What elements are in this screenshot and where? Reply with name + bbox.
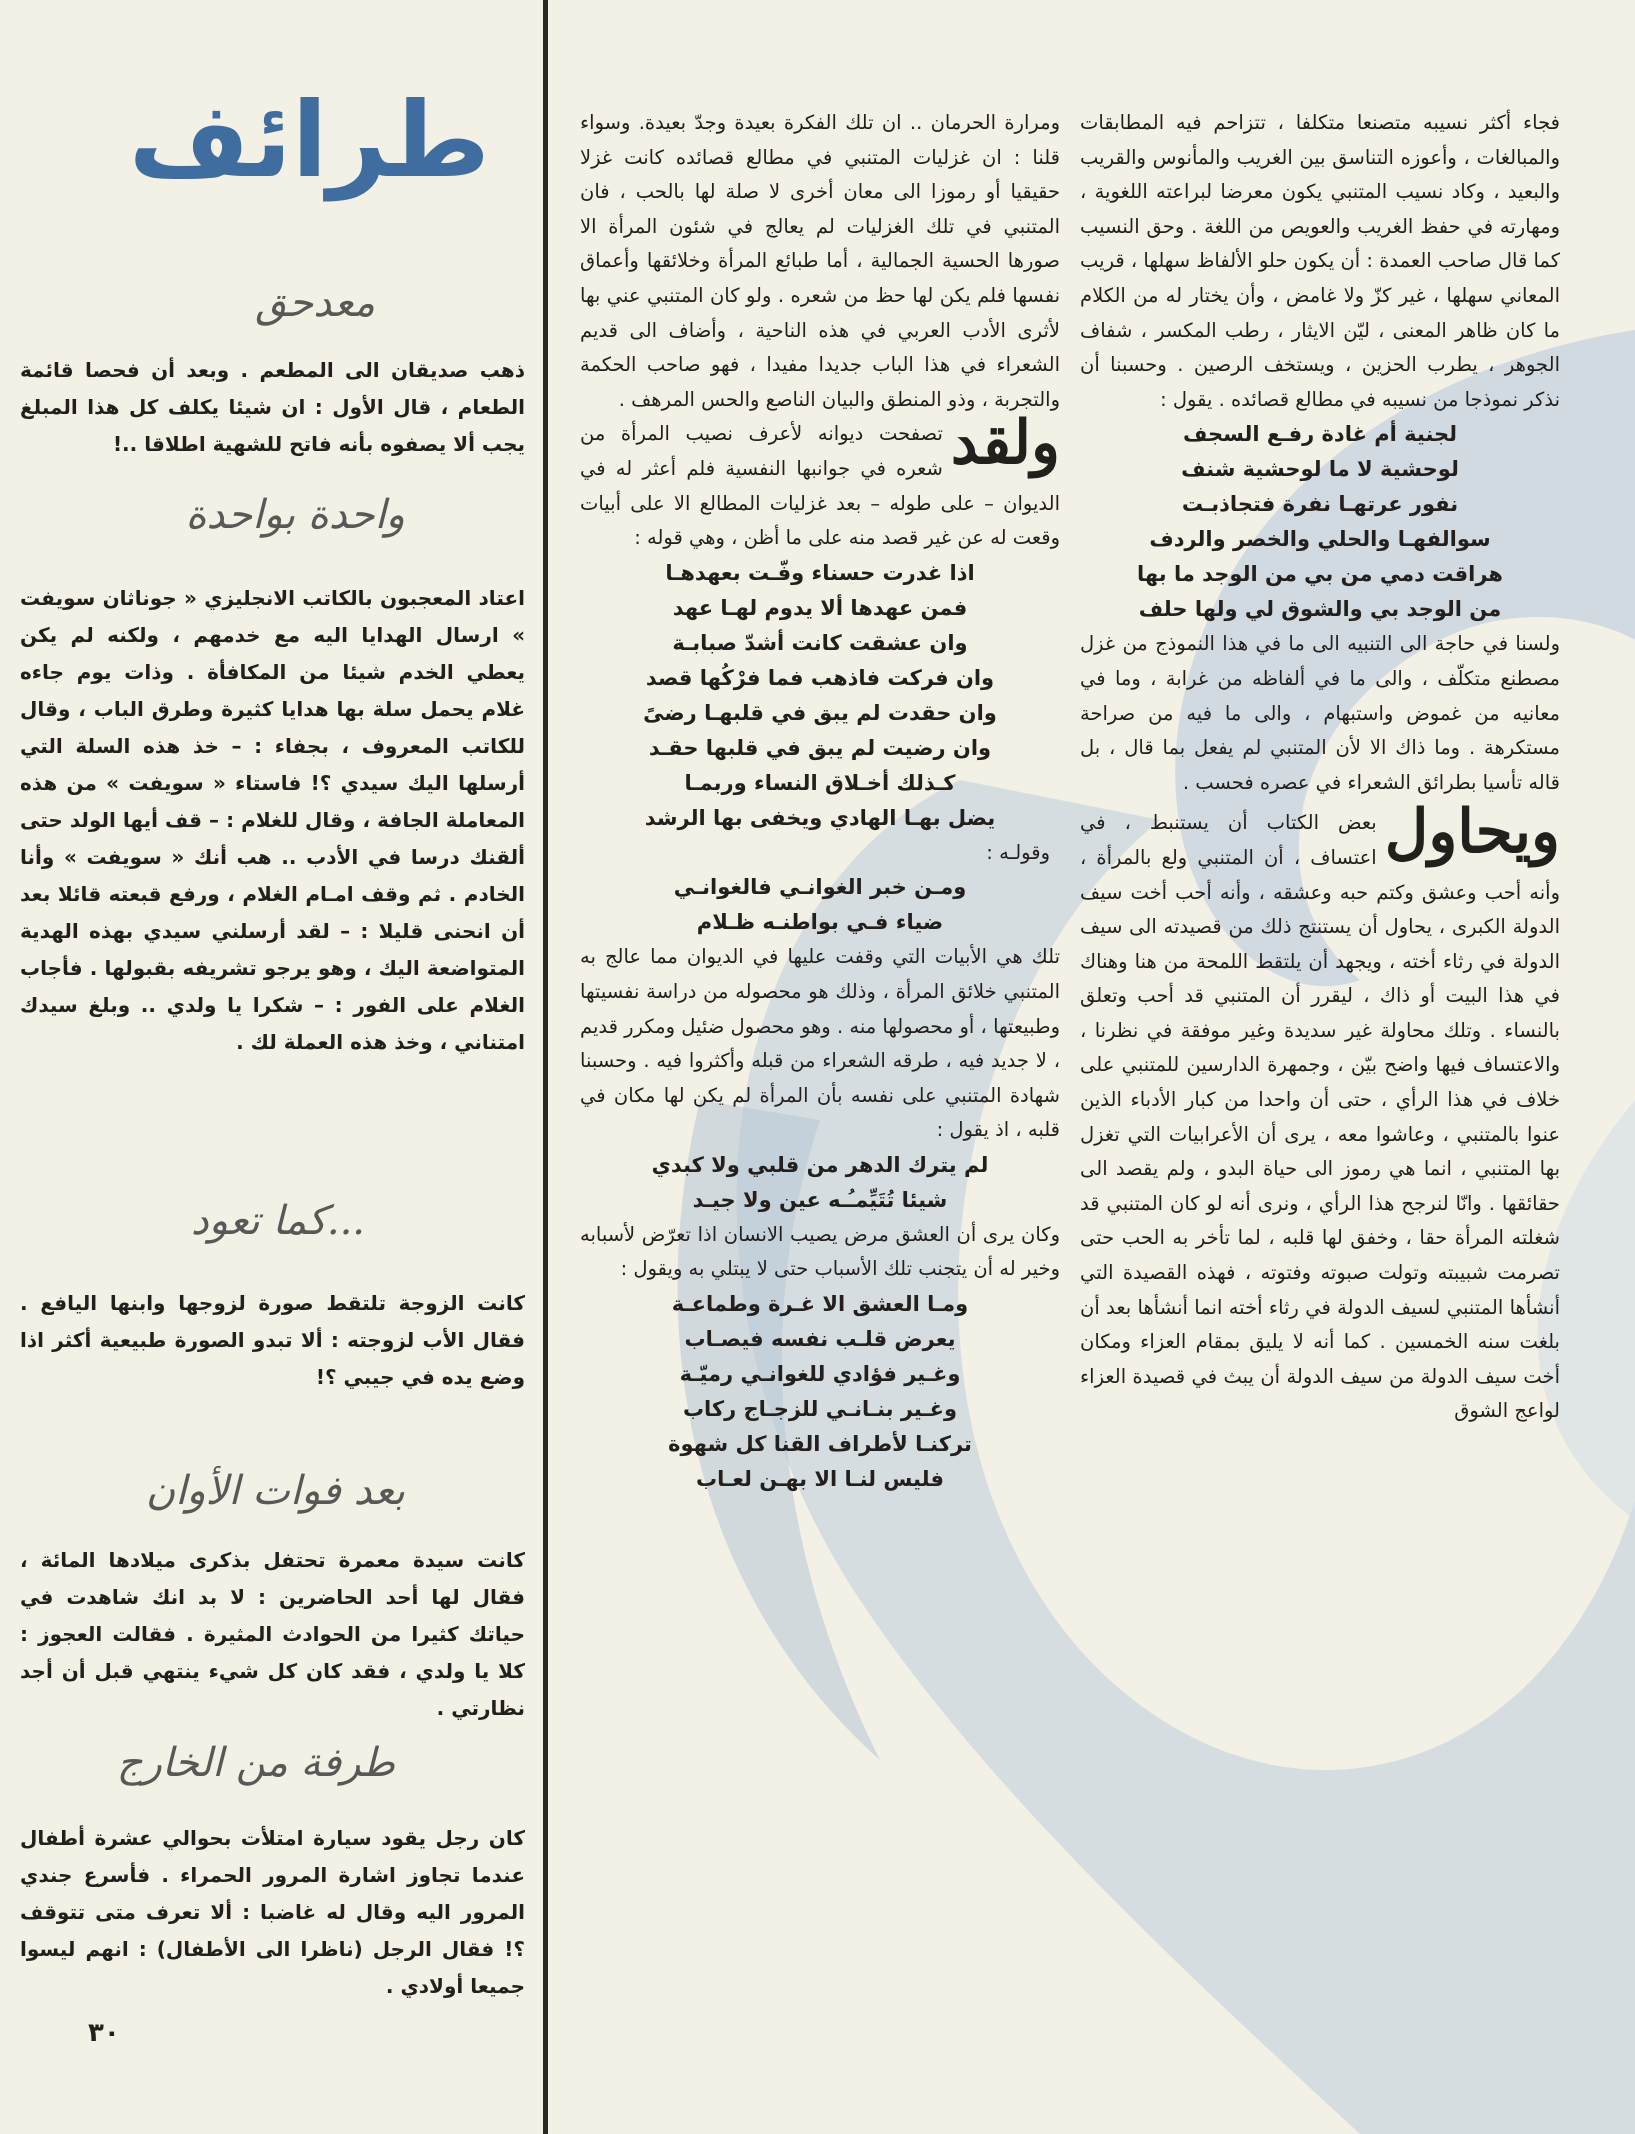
verse-line: يعرض قلـب نفسه فيصـاب bbox=[684, 1327, 956, 1352]
verse-line: وان رضيت لم يبق في قلبها حقـد bbox=[648, 735, 992, 760]
verse-line: كـذلك أخـلاق النساء وربمـا bbox=[684, 770, 956, 795]
masthead-title: طرائف bbox=[128, 79, 490, 201]
sidebar-text: اعتاد المعجبون بالكاتب الانجليزي « جوناثان سويفت » ارسال الهدايا اليه مع خدمهم ، ولكنه لم يكن يعطي الخدم شيئا من المكافأة . وذات يوم جاءه غلام يحمل سلة بها هدايا كثيرة وطرق الباب ، وقال للكاتب المعروف ، بجفاء : – خذ هذه السلة التي أرسلها اليك سيدي ؟! فاستاء « سويفت » من هذه المعاملة الجافة ، وقال للغلام : – قف أيها الولد حتى ألقنك درسا في الأدب .. هب أنك « سويفت » وأنا الخادم . ثم وقف امـام الغلام ، ورفع قبعته قائلا بعد أن انحنى قليلا : – لقد أرسلني سيدي بهذه الهدية المتواضعة اليك ، وهو يرجو تشريفه بقبولها . فأجاب الغلام على الفور : – شكرا يا ولدي .. وبلغ سيدك امتناني ، وخذ هذه العملة لك . bbox=[20, 586, 525, 1054]
sidebar-heading: واحدة بواحدة bbox=[185, 492, 405, 538]
paragraph: ومرارة الحرمان .. ان تلك الفكرة بعيدة وجدّ بعيدة. وسواء قلنا : ان غزليات المتنبي في مطالع قصائده كانت غزلا حقيقيا أو رموزا الى معان أخرى لا صلة لها بالحب ، فان المتنبي في تلك الغزليات لم يعالج في شئون المرأة الا صورها الحسية الجمالية ، أما طبائع المرأة وخلائقها وأعماق نفسها فلم يكن لها حظ من شعره . ولو كان المتنبي عني بها لأثرى الأدب العربي في هذه الناحية ، وأضاف الى قديم الشعراء في هذا الباب جديدا مفيدا ، فهو صاحب الحكمة والتجربة ، وذو المنطق والبيان الناصع والحس المرهف . bbox=[580, 111, 1060, 411]
verse-line: فليس لنـا الا بهـن لعـاب bbox=[696, 1467, 944, 1492]
verse-line: لجنية أم غادة رفـع السجف bbox=[1182, 422, 1458, 447]
drop-cap: ولقد bbox=[950, 408, 1060, 479]
verse-line: وان حقدت لم يبق في قلبهـا رضىً bbox=[643, 700, 997, 725]
right-column bbox=[1080, 106, 1560, 1429]
verse-line: وان فركت فاذهب فما فرْكُها قصد bbox=[645, 665, 995, 690]
paragraph: وكان يرى أن العشق مرض يصيب الانسان اذا تعرّض لأسبابه وخير له أن يتجنب تلك الأسباب حتى لا يبتلي به ويقول : bbox=[580, 1222, 1060, 1281]
sidebar-text: كانت سيدة معمرة تحتفل بذكرى ميلادها المائة ، فقال لها أحد الحاضرين : لا بد انك شاهدت في حياتك كثيرا من الحوادث المثيرة . فقالت العجوز : كلا يا ولدي ، فقد كان كل شيء ينتهي قبل أن أجد نظارتي . bbox=[20, 1548, 525, 1720]
verse-line: لوحشية لا ما لوحشية شنف bbox=[1181, 457, 1459, 482]
paragraph: بعض الكتاب أن يستنبط ، في اعتساف ، أن المتنبي ولع بالمرأة ، وأنه أحب وعشق وكتم حبه وعشقه ، وأنه أحب أخت سيف الدولة الكبرى ، يحاول أن يستنتج ذلك من قصيدته الى سيف الدولة في رثاء أخته ، ويجهد أن يلتقط اللمحة من هنا وهناك في هذا البيت أو ذاك ، ليقرر أن المتنبي قد أحب وتعلق بالنساء . وتلك محاولة غير سديدة وغير موفقة في نظرنا ، والاعتساف فيها واضح بيّن ، وجمهرة الدارسين للمتنبي على خلاف في هذا الرأي ، حتى أن واحدا من كبار الأدباء الذين عنوا بالمتنبي ، وعاشوا معه ، يرى أن الأعرابيات التي تغزل بها المتنبي ، انما هي رموز الى حياة البدو ، ولم يقصد الى حقائقها . وانّا لنرجح هذا الرأي ، ونرى أنه لو كان المتنبي قد شغلته المرأة حقا ، وخفق لها قلبه ، لما تأخر به الحب حتى تصرمت شبيبته وتولت صبوته وفتوته ، فهذه القصيدة التي أنشأها المتنبي لسيف الدولة في رثاء أخته انما أنشأها بعد أن بلغت سنه الخمسين . كما أنه لا يليق بمقام العزاء ومكان أخت سيف الدولة من سيف الدولة أن يبث في قصيدة العزاء لواعج الشوق bbox=[1080, 811, 1560, 1423]
verse-line: سوالفهـا والحلي والخصر والردف bbox=[1149, 527, 1491, 552]
verse-line: نفور عرتهـا نفرة فتجاذبـت bbox=[1181, 492, 1459, 517]
verse-line: اذا غدرت حسناء وفّـت بعهدهـا bbox=[665, 560, 975, 585]
middle-column bbox=[580, 106, 1060, 1497]
page-number: ٣٠ bbox=[88, 2018, 120, 2048]
sidebar-heading: طرفة من الخارج bbox=[116, 1740, 395, 1786]
verse-line: وغـير فؤادي للغوانـي رميّـة bbox=[679, 1362, 961, 1387]
verse-line: وغـير بنـانـي للزجـاج ركاب bbox=[682, 1397, 958, 1422]
column-divider bbox=[543, 0, 548, 2134]
sidebar-heading: بعد فوات الأوان bbox=[145, 1468, 405, 1514]
verse-line: ومـن خبر الغوانـي فالغوانـي bbox=[673, 875, 967, 900]
drop-cap: ويحاول bbox=[1384, 797, 1560, 868]
verse-line: تركنـا لأطراف القنا كل شهوة bbox=[668, 1432, 972, 1457]
paragraph: ولسنا في حاجة الى التنبيه الى ما في هذا النموذج من غزل مصطنع متكلّف ، والى ما في ألفاظه من غرابة ، وما في معانيه من غموض واستبهام ، والى ما فيه من صراحة مستكرهة . وما ذاك الا لأن المتنبي لم يفعل بما قال ، بل قاله تأسيا بطرائق الشعراء في عصره فحسب . bbox=[1080, 632, 1560, 794]
paragraph: فجاء أكثر نسيبه متصنعا متكلفا ، تتزاحم فيه المطابقات والمبالغات ، وأعوزه التناسق بين الغريب والمأنوس والقريب والبعيد ، وكاد نسيب المتنبي يكون معرضا لبراعته اللغوية ، ومهارته في حفظ الغريب والعويص من اللغة . وحق النسيب كما قال صاحب العمدة : أن يكون حلو الألفاظ سهلها ، قريب المعاني سهلها ، غير كزّ ولا غامض ، وأن يختار له من الكلام ما كان ظاهر المعنى ، ليّن الايثار ، رطب المكسر ، شفاف الجوهر ، يطرب الحزين ، ويستخف الرصين . وحسبنا أن نذكر نموذجا من نسيبه في مطالع قصائده . يقول : bbox=[1080, 111, 1560, 411]
verse-line: ضياء فـي بواطنـه ظـلام bbox=[696, 910, 944, 935]
verse-line: ومـا العشق الا غـرة وطماعـة bbox=[671, 1292, 969, 1317]
verse-line: شيئا تُتَيِّمـُـه عين ولا جيـد bbox=[692, 1187, 948, 1212]
verse-line: فمن عهدها ألا يدوم لهـا عهد bbox=[672, 595, 968, 620]
sidebar-text: كانت الزوجة تلتقط صورة لزوجها وابنها اليافع . فقال الأب لزوجته : ألا تبدو الصورة طبيعية أكثر اذا وضع يده في جيبي ؟! bbox=[20, 1291, 525, 1389]
verse-line: هراقت دمي من بي من الوجد ما بها bbox=[1137, 562, 1503, 587]
sidebar-heading: ...كما تعود bbox=[190, 1198, 365, 1244]
paragraph: تلك هي الأبيات التي وقفت عليها في الديوان مما عالج به المتنبي خلائق المرأة ، وذلك هو محصوله من دراسة نفسيتها وطبيعتها ، أو محصولها منه . وهو محصول ضئيل ومكرر قديم ، لا جديد فيه ، طرقه الشعراء من قبله وأكثروا فيه . وحسبنا شهادة المتنبي على نفسه بأن المرأة لم يكن لها مكان في قلبه ، اذ يقول : bbox=[580, 945, 1060, 1142]
verse-line: لم يترك الدهر من قلبي ولا كبدي bbox=[651, 1152, 989, 1177]
sidebar-text: كان رجل يقود سيارة امتلأت بحوالي عشرة أطفال عندما تجاوز اشارة المرور الحمراء . فأسرع جندي المرور اليه وقال له غاضبا : ألا تعرف متى تتوقف ؟! فقال الرجل (ناظرا الى الأطفال) : انهم ليسوا جميعا أولادي . bbox=[20, 1826, 525, 1998]
sidebar-jokes bbox=[20, 80, 525, 2080]
paragraph: وقولـه : bbox=[986, 840, 1050, 864]
paragraph: تصفحت ديوانه لأعرف نصيب المرأة من شعره في جوانبها النفسية فلم أعثر له في الديوان – على طوله – بعد غزليات المطالع الا على أبيات وقعت له عن غير قصد منه على ما أظن ، وهي قوله : bbox=[580, 422, 1060, 550]
verse-line: من الوجد بي والشوق لي ولها حلف bbox=[1138, 597, 1502, 622]
masthead bbox=[60, 80, 500, 220]
verse-line: وان عشقت كانت أشدّ صبابـة bbox=[672, 630, 968, 655]
sidebar-text: ذهب صديقان الى المطعم . وبعد أن فحصا قائمة الطعام ، قال الأول : ان شيئا يكلف كل هذا المبلغ يجب ألا يصفوه بأنه فاتح للشهية اطلاقا ..! bbox=[20, 358, 525, 456]
verse-line: يضل بهـا الهادي ويخفى بها الرشد bbox=[644, 805, 996, 830]
sidebar-heading: معدحق bbox=[255, 280, 375, 326]
